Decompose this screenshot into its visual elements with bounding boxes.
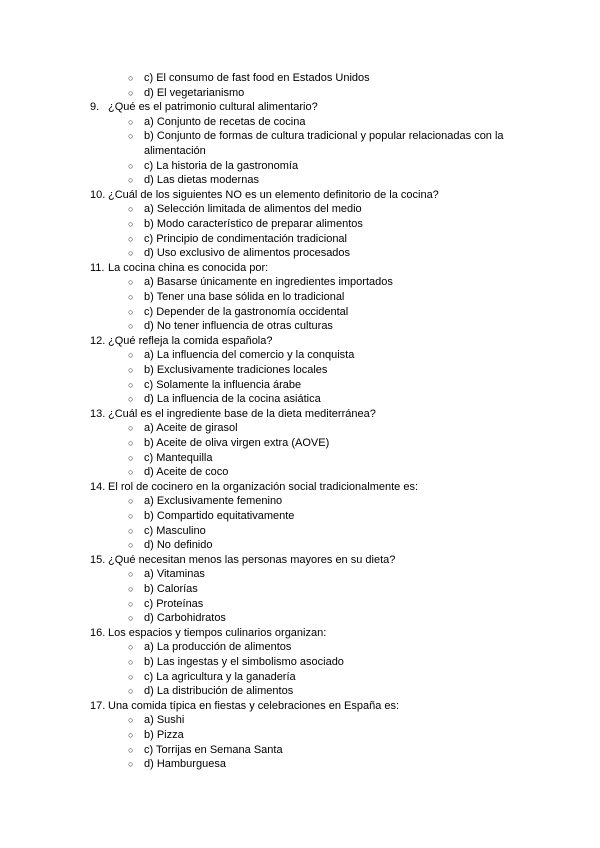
option-item [0, 348, 600, 362]
question-item [0, 407, 600, 421]
question-text: ¿Qué necesitan menos las personas mayores en su dieta? [108, 553, 396, 566]
question-number: 11. [90, 261, 105, 274]
option-item [0, 597, 600, 611]
option-text: c) El consumo de fast food en Estados Unidos [144, 72, 370, 84]
option-text: d) El vegetarianismo [144, 86, 245, 99]
question-text: ¿Cuál es el ingrediente base de la dieta mediterránea? [108, 407, 376, 420]
bullet-icon: ○ [128, 452, 134, 463]
bullet-icon: ○ [128, 160, 134, 171]
bullet-icon: ○ [128, 350, 134, 361]
question-text: Los espacios y tiempos culinarios organizan: [108, 626, 327, 639]
option-item [0, 757, 600, 771]
option-item [0, 378, 600, 392]
bullet-icon: ○ [128, 525, 134, 536]
option-item [0, 115, 600, 129]
option-item [0, 202, 600, 216]
option-item [0, 465, 600, 479]
option-item [0, 494, 600, 508]
option-text: a) Aceite de girasol [144, 422, 238, 435]
bullet-icon: ○ [128, 438, 134, 448]
option-item [0, 71, 600, 85]
option-text: d) Las dietas modernas [144, 174, 259, 187]
option-text: a) Basarse únicamente en ingredientes importados [144, 276, 393, 289]
option-item [0, 290, 600, 304]
question-text: El rol de cocinero en la organización social tradicionalmente es: [108, 480, 419, 493]
option-text: a) Selección limitada de alimentos del medio [144, 203, 362, 216]
option-text: b) Tener una base sólida en lo tradicional [144, 291, 345, 303]
bullet-icon: ○ [128, 394, 134, 405]
bullet-icon: ○ [128, 87, 134, 98]
option-text: b) Conjunto de formas de cultura tradicional y popular relacionadas con la [144, 130, 504, 143]
bullet-icon: ○ [128, 598, 134, 609]
option-item [0, 159, 600, 173]
bullet-icon: ○ [128, 744, 134, 755]
option-item [0, 728, 600, 742]
option-text: b) Aceite de oliva virgen extra (AOVE) [144, 437, 330, 449]
question-item [0, 480, 600, 494]
option-text: alimentación [144, 145, 206, 157]
bullet-icon: ○ [128, 131, 134, 142]
question-number: 15. [90, 553, 106, 566]
bullet-icon: ○ [128, 569, 134, 580]
question-text: Una comida típica en fiestas y celebraciones en España es: [108, 699, 400, 712]
option-item [0, 451, 600, 465]
option-item [0, 582, 600, 596]
bullet-icon: ○ [128, 759, 134, 770]
option-item [0, 319, 600, 333]
bullet-icon: ○ [128, 730, 134, 740]
option-text: b) Compartido equitativamente [144, 510, 295, 522]
question-text: ¿Qué es el patrimonio cultural alimentario? [108, 101, 318, 114]
option-text: d) No definido [144, 539, 213, 552]
question-number: 17. [90, 699, 106, 712]
bullet-icon: ○ [128, 642, 134, 653]
option-item [0, 363, 600, 377]
bullet-icon: ○ [128, 248, 134, 259]
bullet-icon: ○ [128, 233, 134, 244]
option-item [0, 217, 600, 231]
bullet-icon: ○ [128, 511, 134, 521]
question-item [0, 261, 600, 275]
question-item [0, 188, 600, 202]
option-item [0, 392, 600, 406]
option-item [0, 509, 600, 523]
question-number: 12. [90, 334, 106, 347]
bullet-icon: ○ [128, 540, 134, 551]
option-text: a) Conjunto de recetas de cocina [144, 115, 306, 128]
option-text: c) Depender de la gastronomía occidental [144, 305, 349, 318]
bullet-icon: ○ [128, 496, 134, 507]
option-text: a) Vitaminas [144, 568, 205, 581]
option-item [0, 305, 600, 319]
option-text: d) Aceite de coco [144, 466, 229, 479]
question-item [0, 334, 600, 348]
option-item [0, 611, 600, 625]
option-text: d) La distribución de alimentos [144, 685, 294, 698]
question-number: 9. [90, 101, 100, 114]
question-number: 13. [90, 407, 106, 420]
option-text: a) La influencia del comercio y la conquista [144, 349, 355, 362]
option-item [0, 275, 600, 289]
option-text: c) Solamente la influencia árabe [144, 378, 302, 391]
question-item [0, 626, 600, 640]
option-text: a) La producción de alimentos [144, 641, 292, 654]
option-text: b) Exclusivamente tradiciones locales [144, 364, 328, 376]
bullet-icon: ○ [128, 584, 134, 594]
bullet-icon: ○ [128, 73, 134, 83]
option-text: c) Masculino [144, 524, 206, 537]
option-text: c) La historia de la gastronomía [144, 159, 299, 172]
option-item [0, 421, 600, 435]
question-item [0, 100, 600, 114]
option-text: a) Sushi [144, 714, 185, 727]
option-item [0, 129, 600, 143]
option-text: c) Principio de condimentación tradicional [144, 232, 347, 245]
bullet-icon: ○ [128, 467, 134, 478]
option-item [0, 538, 600, 552]
option-text: c) Torrijas en Semana Santa [144, 743, 283, 756]
option-item [0, 86, 600, 100]
bullet-icon: ○ [128, 379, 134, 390]
bullet-icon: ○ [128, 657, 134, 667]
option-item [0, 567, 600, 581]
option-item [0, 524, 600, 538]
option-text: b) Las ingestas y el simbolismo asociado [144, 656, 344, 668]
question-number: 14. [90, 480, 106, 493]
bullet-icon: ○ [128, 116, 134, 127]
option-text: d) La influencia de la cocina asiática [144, 393, 321, 406]
option-item [0, 670, 600, 684]
bullet-icon: ○ [128, 292, 134, 302]
question-number: 10. [90, 188, 106, 201]
option-item [0, 684, 600, 698]
option-text: d) Uso exclusivo de alimentos procesados [144, 247, 351, 260]
question-number: 16. [90, 626, 106, 639]
option-item [0, 713, 600, 727]
option-item [0, 655, 600, 669]
bullet-icon: ○ [128, 175, 134, 186]
option-item [0, 436, 600, 450]
option-item [0, 144, 600, 158]
question-text: ¿Qué refleja la comida española? [108, 334, 273, 347]
bullet-icon: ○ [128, 277, 134, 288]
option-text: b) Pizza [144, 729, 184, 741]
bullet-icon: ○ [128, 365, 134, 375]
option-text: d) No tener influencia de otras culturas [144, 320, 333, 333]
bullet-icon: ○ [128, 219, 134, 229]
bullet-icon: ○ [128, 306, 134, 317]
option-text: c) Mantequilla [144, 451, 213, 464]
question-text: La cocina china es conocida por: [108, 261, 269, 274]
option-text: b) Calorías [144, 583, 198, 595]
question-item [0, 553, 600, 567]
question-item [0, 699, 600, 713]
question-text: ¿Cuál de los siguientes NO es un elemento definitorio de la cocina? [108, 188, 439, 201]
bullet-icon: ○ [128, 613, 134, 624]
option-item [0, 743, 600, 757]
option-text: a) Exclusivamente femenino [144, 495, 283, 508]
bullet-icon: ○ [128, 423, 134, 434]
option-item [0, 173, 600, 187]
bullet-icon: ○ [128, 686, 134, 697]
option-item [0, 640, 600, 654]
option-text: b) Modo característico de preparar alimentos [144, 218, 363, 230]
bullet-icon: ○ [128, 671, 134, 682]
option-text: c) Proteínas [144, 597, 204, 610]
option-item [0, 246, 600, 260]
option-text: c) La agricultura y la ganadería [144, 670, 296, 683]
bullet-icon: ○ [128, 321, 134, 332]
bullet-icon: ○ [128, 715, 134, 726]
option-text: d) Hamburguesa [144, 758, 226, 771]
option-item [0, 232, 600, 246]
option-text: d) Carbohidratos [144, 612, 226, 625]
bullet-icon: ○ [128, 204, 134, 215]
